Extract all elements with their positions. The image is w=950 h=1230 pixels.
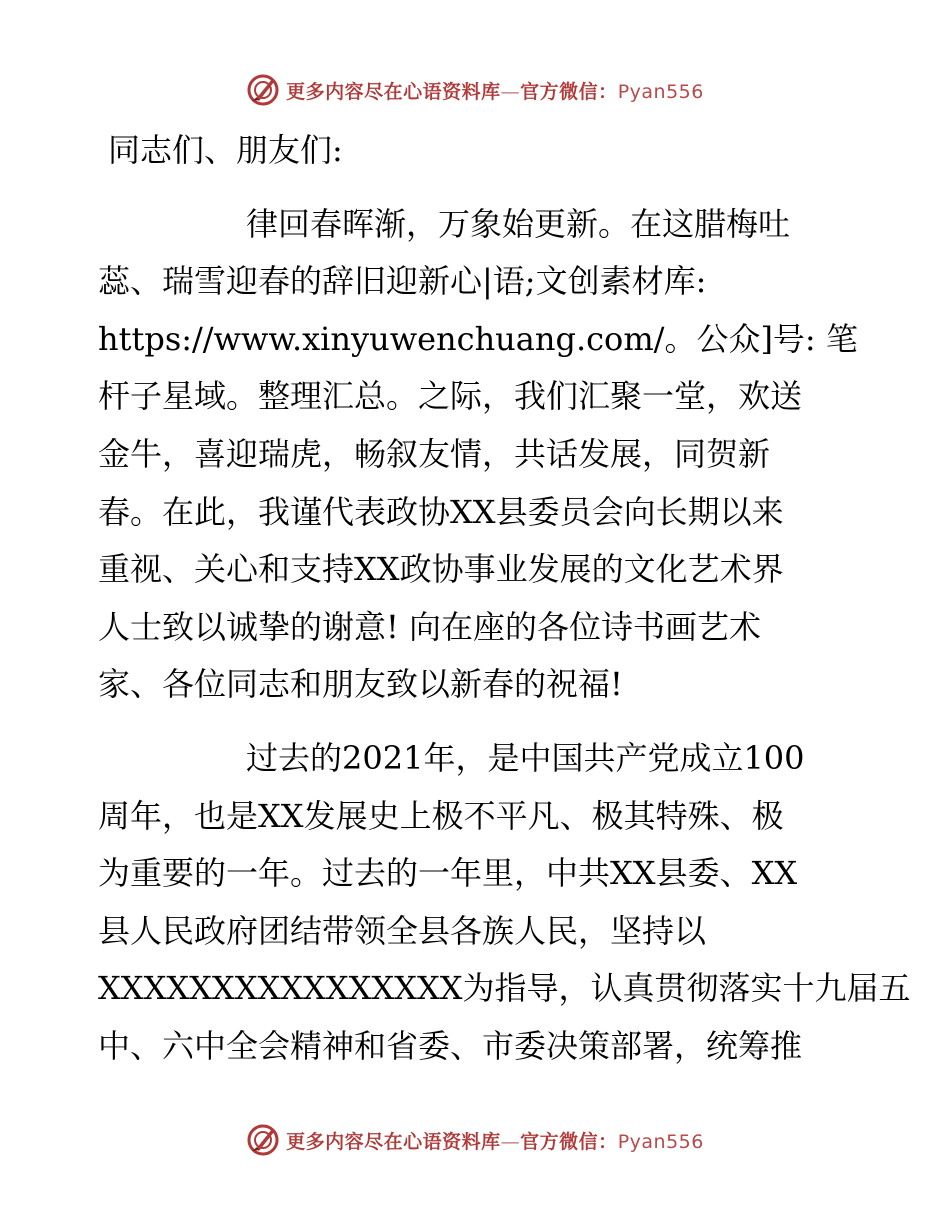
footer-banner [0, 1120, 950, 1160]
footer-wechat-account: Pyan556 [617, 1130, 704, 1153]
document-body [98, 122, 911, 1076]
paragraph-line: 家、各位同志和朋友致以新春的祝福! [98, 665, 623, 704]
paragraph-line: https://www.xinyuwenchuang.com/。公众]号: 笔 [98, 319, 858, 358]
brand-logo-icon [246, 73, 280, 107]
paragraph-line: 人士致以诚挚的谢意! 向在座的各位诗书画艺术 [98, 607, 762, 646]
salutation: 同志们、朋友们: [108, 131, 343, 169]
paragraph-gap [98, 180, 858, 196]
header-banner-text [286, 77, 704, 104]
footer-banner-main: 更多内容尽在心语资料库 [286, 1130, 501, 1153]
header-banner [0, 70, 950, 110]
paragraph-gap [98, 714, 858, 730]
paragraph-line: 杆子星域。整理汇总。之际，我们汇聚一堂，欢送 [98, 377, 803, 416]
paragraph-1 [98, 196, 858, 714]
paragraph-line: 重视、关心和支持XX政协事业发展的文化艺术界 [98, 550, 784, 589]
header-banner-main: 更多内容尽在心语资料库 [286, 80, 501, 103]
paragraph-line: 为重要的一年。过去的一年里，中共XX县委、XX [98, 854, 798, 893]
footer-wechat-label: 官方微信： [520, 1130, 618, 1153]
header-wechat-label: 官方微信： [520, 80, 618, 103]
paragraph-line: 春。在此，我谨代表政协XX县委员会向长期以来 [98, 492, 784, 531]
paragraph-line: XXXXXXXXXXXXXXXX为指导，认真贯彻落实十九届五 [98, 969, 911, 1008]
paragraph-2 [98, 730, 911, 1076]
paragraph-line: 周年，也是XX发展史上极不平凡、极其特殊、极 [98, 796, 784, 835]
header-wechat-account: Pyan556 [617, 80, 704, 103]
paragraph-line: 金牛，喜迎瑞虎，畅叙友情，共话发展，同贺新 [98, 434, 771, 473]
header-banner-separator: — [500, 80, 521, 103]
footer-banner-text [286, 1127, 704, 1154]
paragraph-line: 律回春晖渐，万象始更新。在这腊梅吐 [246, 204, 791, 243]
paragraph-line: 县人民政府团结带领全县各族人民，坚持以 [98, 911, 707, 950]
paragraph-line: 中、六中全会精神和省委、市委决策部署，统筹推 [98, 1026, 803, 1065]
paragraph-line: 过去的2021年，是中国共产党成立100 [246, 738, 805, 777]
brand-logo-icon [246, 1123, 280, 1157]
paragraph-line: 蕊、瑞雪迎春的辞旧迎新心|语;文创素材库: [98, 262, 707, 301]
footer-banner-separator: — [500, 1130, 521, 1153]
